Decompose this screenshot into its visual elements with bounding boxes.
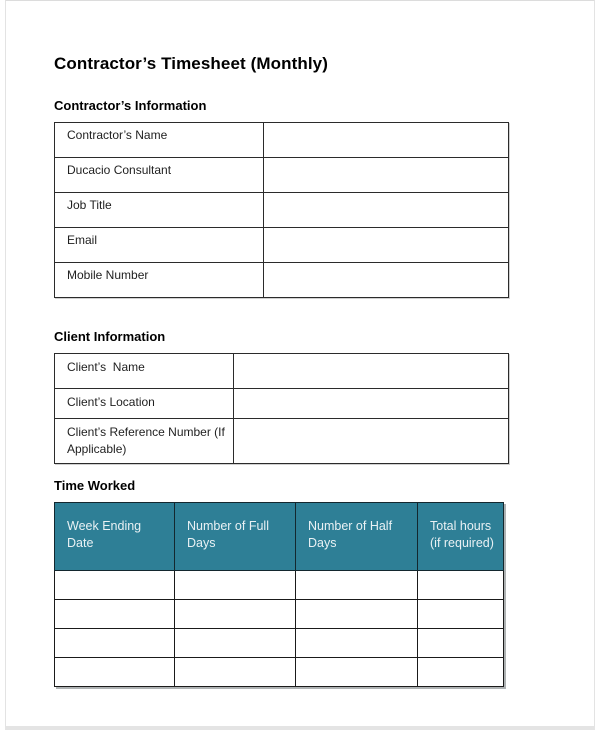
client-reference-number-field[interactable] bbox=[234, 419, 509, 464]
total-hours-cell[interactable] bbox=[418, 599, 504, 628]
contractor-name-label: Contractor’s Name bbox=[55, 123, 264, 158]
table-row bbox=[55, 158, 509, 193]
week-ending-date-cell[interactable] bbox=[55, 628, 175, 657]
number-of-half-days-column-header: Number of Half Days bbox=[296, 502, 418, 570]
email-field[interactable] bbox=[264, 228, 509, 263]
time-worked-row bbox=[55, 599, 504, 628]
full-days-cell[interactable] bbox=[175, 570, 296, 599]
contractor-name-field[interactable] bbox=[264, 123, 509, 158]
mobile-number-field[interactable] bbox=[264, 263, 509, 298]
page-frame bbox=[5, 0, 595, 730]
table-row bbox=[55, 389, 509, 419]
time-worked-row bbox=[55, 657, 504, 686]
job-title-label: Job Title bbox=[55, 193, 264, 228]
client-reference-number-label: Client’s Reference Number (If Applicable) bbox=[55, 419, 234, 464]
contractor-information-heading: Contractor’s Information bbox=[54, 98, 207, 113]
full-days-cell[interactable] bbox=[175, 599, 296, 628]
mobile-number-label: Mobile Number bbox=[55, 263, 264, 298]
week-ending-date-cell[interactable] bbox=[55, 570, 175, 599]
document-page bbox=[6, 1, 594, 726]
client-location-label: Client’s Location bbox=[55, 389, 234, 419]
table-row bbox=[55, 228, 509, 263]
week-ending-date-cell[interactable] bbox=[55, 657, 175, 686]
number-of-full-days-column-header: Number of Full Days bbox=[175, 502, 296, 570]
ducacio-consultant-label: Ducacio Consultant bbox=[55, 158, 264, 193]
total-hours-cell[interactable] bbox=[418, 628, 504, 657]
half-days-cell[interactable] bbox=[296, 657, 418, 686]
total-hours-cell[interactable] bbox=[418, 570, 504, 599]
time-worked-table bbox=[54, 502, 504, 687]
contractor-information-table bbox=[54, 122, 509, 298]
half-days-cell[interactable] bbox=[296, 628, 418, 657]
client-name-label: Client’s Name bbox=[55, 354, 234, 389]
table-row bbox=[55, 193, 509, 228]
section-time-worked bbox=[54, 478, 546, 687]
week-ending-date-column-header: Week Ending Date bbox=[55, 502, 175, 570]
client-information-table bbox=[54, 353, 509, 464]
job-title-field[interactable] bbox=[264, 193, 509, 228]
email-label: Email bbox=[55, 228, 264, 263]
time-worked-header-row bbox=[55, 502, 504, 570]
client-information-heading: Client Information bbox=[54, 329, 166, 344]
total-hours-cell[interactable] bbox=[418, 657, 504, 686]
client-name-field[interactable] bbox=[234, 354, 509, 389]
table-row bbox=[55, 263, 509, 298]
table-row bbox=[55, 354, 509, 389]
client-location-field[interactable] bbox=[234, 389, 509, 419]
full-days-cell[interactable] bbox=[175, 628, 296, 657]
week-ending-date-cell[interactable] bbox=[55, 599, 175, 628]
page-title: Contractor’s Timesheet (Monthly) bbox=[54, 54, 328, 73]
half-days-cell[interactable] bbox=[296, 570, 418, 599]
section-client-information bbox=[54, 329, 546, 464]
time-worked-heading: Time Worked bbox=[54, 477, 136, 493]
time-worked-row bbox=[55, 628, 504, 657]
ducacio-consultant-field[interactable] bbox=[264, 158, 509, 193]
half-days-cell[interactable] bbox=[296, 599, 418, 628]
total-hours-column-header: Total hours (if required) bbox=[418, 502, 504, 570]
full-days-cell[interactable] bbox=[175, 657, 296, 686]
time-worked-row bbox=[55, 570, 504, 599]
table-row bbox=[55, 419, 509, 464]
table-row bbox=[55, 123, 509, 158]
section-contractor-information bbox=[54, 98, 546, 298]
